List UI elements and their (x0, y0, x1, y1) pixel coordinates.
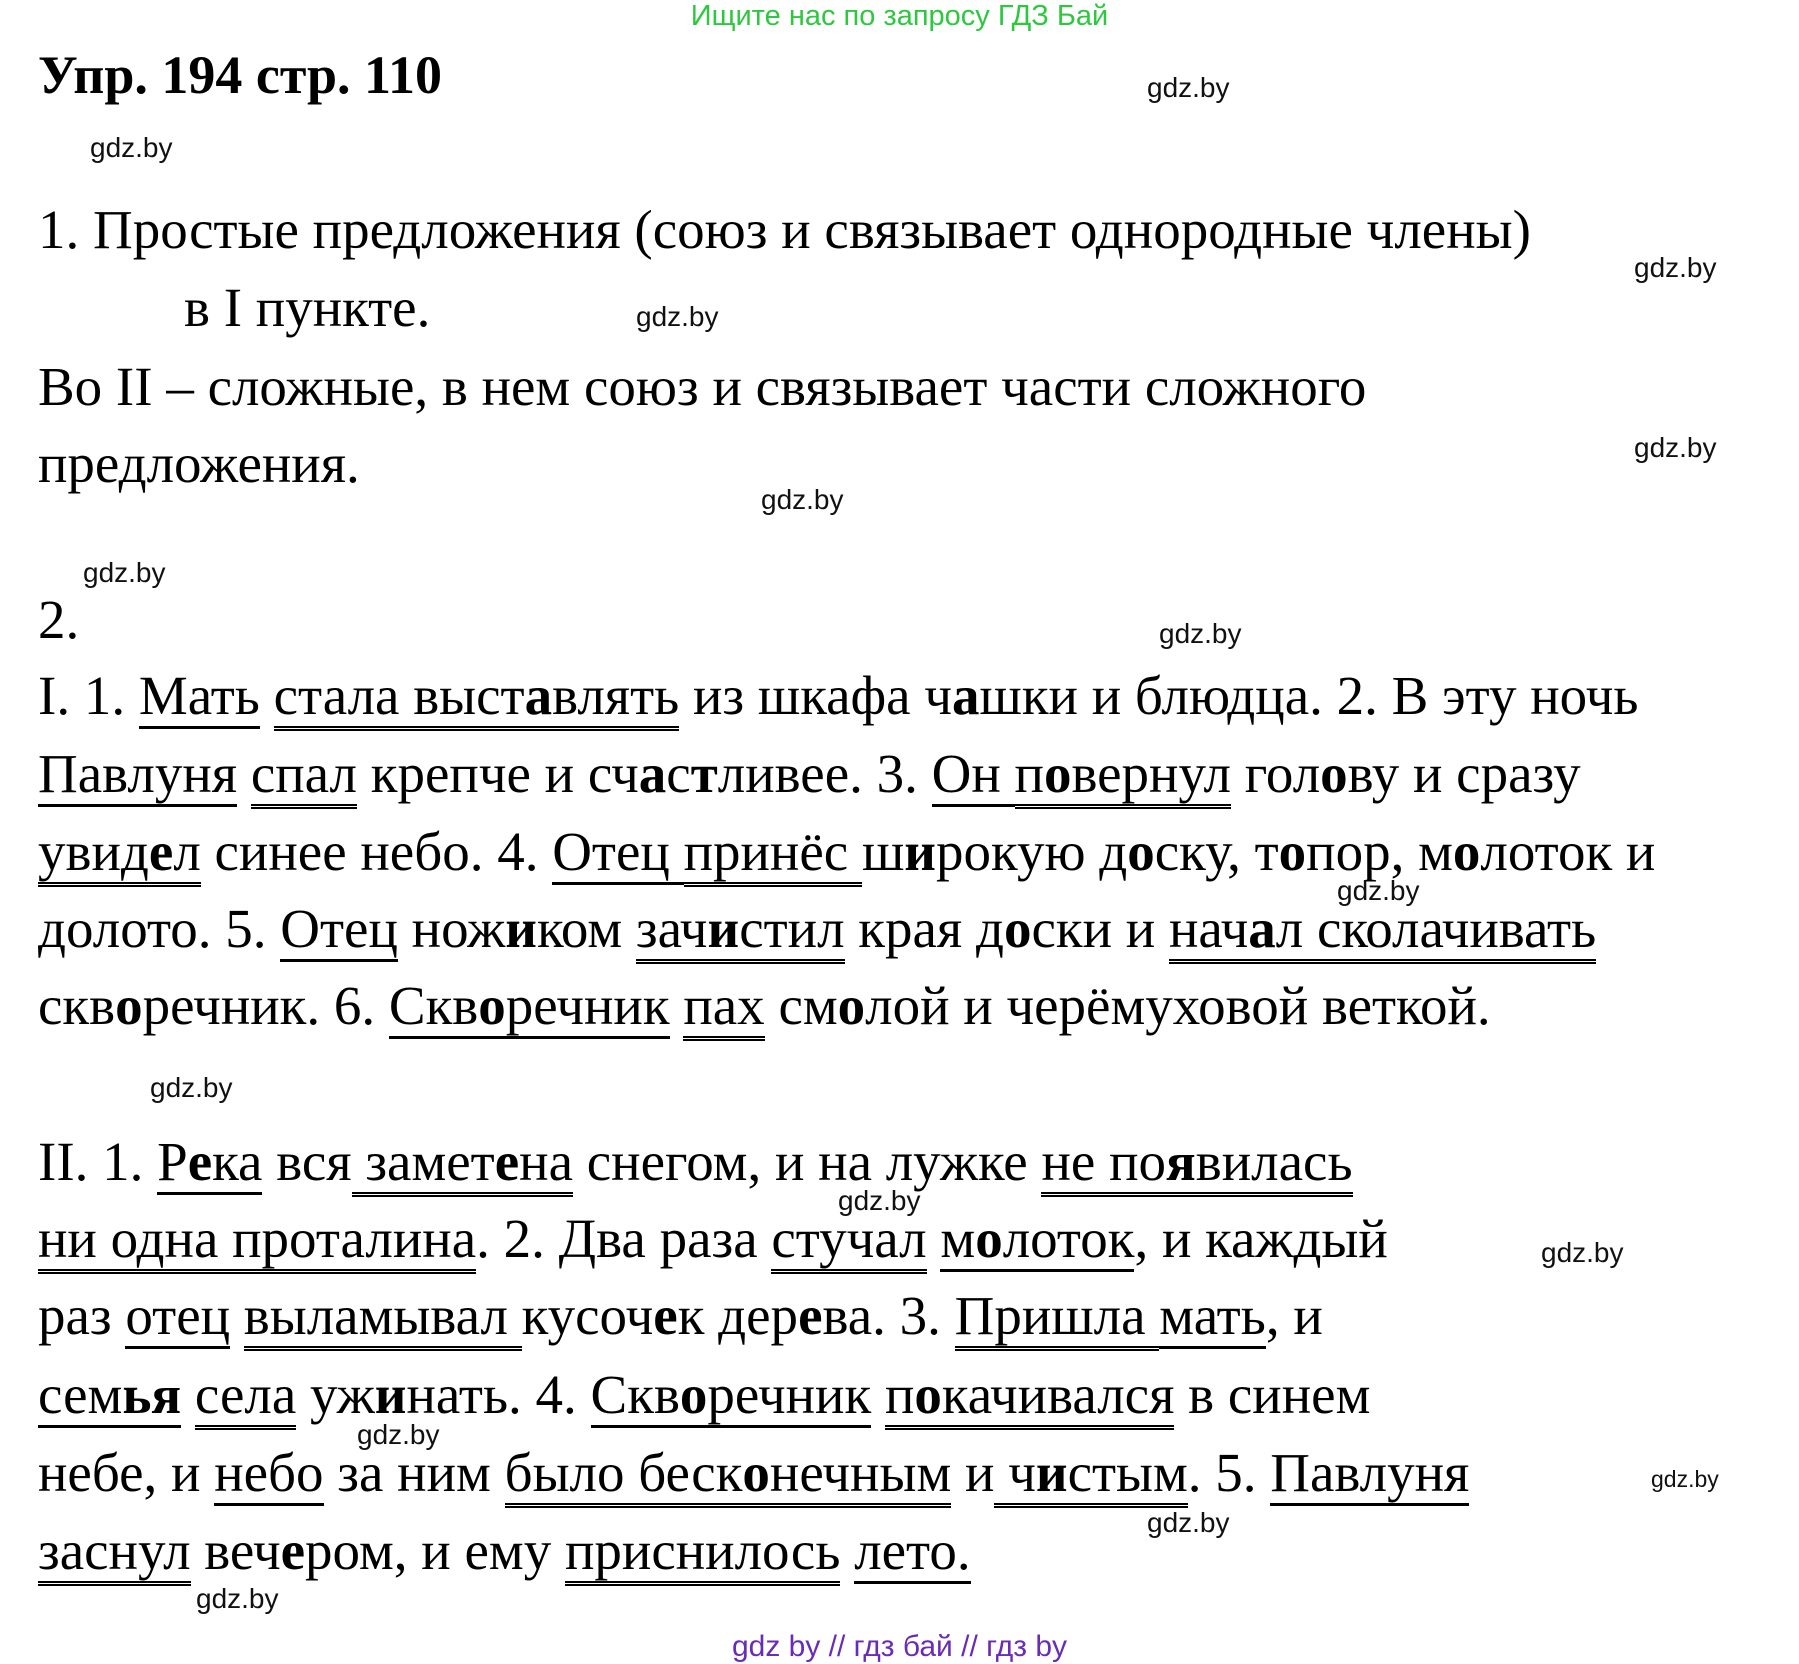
text-segment: т (690, 743, 718, 804)
watermark-text: gdz.by (357, 1419, 440, 1450)
text-segment: нать. 4. (406, 1364, 591, 1425)
text-segment: снегом, и на лужке (573, 1131, 1042, 1192)
text-segment: края д (844, 898, 1004, 959)
text-segment: и (904, 821, 936, 882)
text-segment (181, 1364, 195, 1425)
text-segment (840, 1520, 854, 1581)
text-segment: о (1127, 821, 1155, 882)
watermark-text: gdz.by (1541, 1237, 1624, 1268)
subject-underlined: о (680, 1364, 708, 1428)
text-segment (230, 1285, 244, 1346)
text-segment (260, 665, 274, 726)
predicate-underlined: стучал (771, 1208, 926, 1274)
watermark-text: gdz.by (1147, 72, 1230, 103)
text-line (38, 1130, 1353, 1194)
watermark-text: gdz.by (1634, 252, 1717, 283)
text-segment: пор, м (1306, 821, 1453, 882)
text-segment: ливее. 3. (717, 743, 932, 804)
text-segment: о (115, 975, 143, 1036)
text-segment: предложения. (38, 433, 360, 494)
text-segment: е (653, 1285, 678, 1346)
text-line (38, 742, 1581, 806)
predicate-underlined: п (885, 1364, 914, 1430)
watermark-text: gdz.by (1159, 618, 1242, 649)
subject-underlined: Он (932, 743, 1015, 807)
text-segment: речник. 6. (142, 975, 389, 1036)
text-segment: о (1320, 743, 1348, 804)
text-segment: к дер (677, 1285, 799, 1346)
subject-underlined: речник (506, 975, 670, 1039)
predicate-underlined: нач (1169, 898, 1248, 964)
text-segment: . 2. Два раза (476, 1208, 772, 1269)
text-segment: е (798, 1285, 823, 1346)
text-segment: о (1452, 821, 1481, 882)
text-segment: гол (1230, 743, 1321, 804)
predicate-underlined: спал (251, 743, 357, 809)
predicate-underlined: заснул (38, 1520, 191, 1586)
predicate-underlined: о (1044, 743, 1072, 809)
subject-underlined: е (188, 1131, 212, 1195)
text-segment: Во II – сложные, в нем союз и связывает части сложного (38, 356, 1367, 417)
text-line (184, 276, 430, 340)
text-segment: лоток и (1480, 821, 1656, 882)
predicate-underlined: было беск (505, 1442, 743, 1508)
subject-underlined: сем (38, 1364, 122, 1428)
subject-underlined: о (975, 1208, 1003, 1272)
text-segment: ш (861, 821, 905, 882)
watermark-text: gdz.by (761, 484, 844, 515)
predicate-underlined: я (1166, 1131, 1196, 1197)
text-segment: , и (1265, 1285, 1323, 1346)
text-segment: о (1278, 821, 1307, 882)
subject-underlined: Р (157, 1131, 188, 1195)
predicate-underlined: на (519, 1131, 573, 1197)
predicate-underlined: а (1248, 898, 1276, 964)
subject-underlined: Отец (552, 821, 683, 885)
subject-underlined: ка (212, 1131, 262, 1195)
watermark-text: gdz.by (1651, 1466, 1719, 1492)
predicate-underlined: приснилось (565, 1520, 840, 1586)
exercise-title: Упр. 194 стр. 110 (38, 45, 443, 105)
text-line (38, 1441, 1469, 1505)
text-line (38, 974, 1491, 1038)
text-segment: вся (262, 1131, 352, 1192)
text-segment: о (837, 975, 866, 1036)
predicate-underlined: стил (739, 898, 844, 964)
subject-underlined: отец (125, 1285, 230, 1349)
text-segment: ву и сразу (1347, 743, 1581, 804)
text-segment: а (951, 665, 980, 726)
predicate-underlined: выламывал (244, 1285, 522, 1351)
text-segment: долото. 5. (38, 898, 281, 959)
text-segment: и (951, 1442, 995, 1503)
text-segment: ску, т (1154, 821, 1279, 882)
predicate-underlined: вилась (1196, 1131, 1353, 1197)
subject-underlined: Павлуня (38, 743, 237, 807)
predicate-underlined: Пришла (955, 1285, 1160, 1351)
text-line (38, 355, 1366, 419)
subject-underlined: ья (122, 1364, 181, 1428)
subject-underlined: о (478, 975, 506, 1039)
footer-watermark: gdz by // гдз бай // гдз by (731, 1630, 1068, 1663)
watermark-text: gdz.by (83, 557, 166, 588)
predicate-underlined: о (742, 1442, 770, 1508)
subject-underlined: Мать (139, 665, 260, 729)
text-segment: и (505, 898, 537, 959)
text-line (38, 588, 79, 652)
text-segment: веч (190, 1520, 281, 1581)
text-segment: в I пункте. (184, 277, 431, 338)
predicate-underlined: вернул (1071, 743, 1231, 809)
predicate-underlined: и (1036, 1442, 1068, 1508)
text-segment (670, 975, 684, 1036)
search-hint-banner: Ищите нас по запросу ГДЗ Бай (690, 0, 1109, 32)
predicate-underlined: стым (1068, 1442, 1188, 1508)
text-segment: см (764, 975, 838, 1036)
text-line (38, 1284, 1323, 1348)
text-segment: 2. (38, 589, 80, 650)
watermark-text: gdz.by (1337, 875, 1420, 906)
text-segment: шки и блюдца. 2. В эту ночь (979, 665, 1639, 726)
predicate-underlined: е (495, 1131, 519, 1197)
text-segment: . 5. (1187, 1442, 1271, 1503)
text-segment: о (1003, 898, 1032, 959)
subject-underlined: Скв (591, 1364, 680, 1428)
text-segment: и (374, 1364, 407, 1425)
predicate-underlined: о (914, 1364, 942, 1430)
predicate-underlined: стала выст (274, 665, 525, 731)
text-line (38, 1363, 1370, 1427)
text-segment: нож (397, 898, 506, 959)
subject-underlined: м (940, 1208, 975, 1272)
text-segment (927, 1208, 941, 1269)
predicate-underlined: л сколачивать (1276, 898, 1596, 964)
text-line (38, 432, 360, 496)
text-segment: рокую д (936, 821, 1128, 882)
text-segment: ком (536, 898, 636, 959)
text-segment: ром, и ему (305, 1520, 565, 1581)
text-segment (871, 1364, 885, 1425)
text-segment: а (638, 743, 667, 804)
watermark-text: gdz.by (150, 1072, 233, 1103)
text-segment: , и каждый (1134, 1208, 1388, 1269)
text-segment: лой и черёмуховой веткой. (865, 975, 1491, 1036)
watermark-text: gdz.by (1147, 1507, 1230, 1538)
predicate-underlined: увид (38, 821, 149, 887)
predicate-underlined: не по (1041, 1131, 1166, 1197)
text-segment: за ним (323, 1442, 505, 1503)
text-segment: в синем (1174, 1364, 1371, 1425)
predicate-underlined: л (173, 821, 200, 887)
subject-underlined: небо (214, 1442, 323, 1506)
text-line (38, 1207, 1388, 1271)
text-segment: уж (296, 1364, 375, 1425)
subject-underlined: речник (707, 1364, 871, 1428)
text-segment: синее небо. 4. (200, 821, 553, 882)
text-segment: крепче и сч (357, 743, 639, 804)
subject-underlined: Павлуня (1270, 1442, 1469, 1506)
subject-underlined: лето. (854, 1520, 970, 1584)
watermark-text: gdz.by (196, 1583, 279, 1614)
predicate-underlined: замет (352, 1131, 495, 1197)
subject-underlined: лоток (1003, 1208, 1135, 1272)
predicate-underlined: а (525, 665, 553, 731)
predicate-underlined: качивался (942, 1364, 1175, 1430)
predicate-underlined: зач (636, 898, 708, 964)
predicate-underlined: влять (552, 665, 679, 731)
watermark-text: gdz.by (636, 301, 719, 332)
watermark-text: gdz.by (90, 132, 173, 163)
subject-underlined: мать (1159, 1285, 1266, 1349)
text-segment: 1. Простые предложения (союз и связывает однородные члены) (38, 199, 1531, 260)
predicate-underlined: села (195, 1364, 296, 1430)
text-segment: I. 1. (38, 665, 139, 726)
predicate-underlined: пах (683, 975, 764, 1041)
subject-underlined: Скв (389, 975, 478, 1039)
text-segment: кусоч (521, 1285, 654, 1346)
text-line (38, 1519, 971, 1583)
text-segment (237, 743, 251, 804)
text-segment: раз (38, 1285, 126, 1346)
subject-underlined: Отец (280, 898, 398, 962)
text-segment: скв (38, 975, 116, 1036)
text-segment: II. 1. (38, 1131, 158, 1192)
text-segment: из шкафа ч (679, 665, 952, 726)
predicate-underlined: ч (994, 1442, 1035, 1508)
text-segment: небе, и (38, 1442, 215, 1503)
predicate-underlined: е (149, 821, 173, 887)
predicate-underlined: нечным (770, 1442, 951, 1508)
text-segment: ва. 3. (822, 1285, 955, 1346)
text-line (38, 198, 1531, 262)
predicate-underlined: принёс (684, 821, 862, 887)
predicate-underlined: ни одна проталина (38, 1208, 476, 1274)
text-segment: с (666, 743, 691, 804)
text-segment: ски и (1031, 898, 1169, 959)
watermark-text: gdz.by (1634, 432, 1717, 463)
predicate-underlined: и (707, 898, 739, 964)
predicate-underlined: п (1015, 743, 1044, 809)
text-segment: е (280, 1520, 306, 1581)
watermark-text: gdz.by (838, 1185, 921, 1216)
text-line (38, 664, 1638, 728)
